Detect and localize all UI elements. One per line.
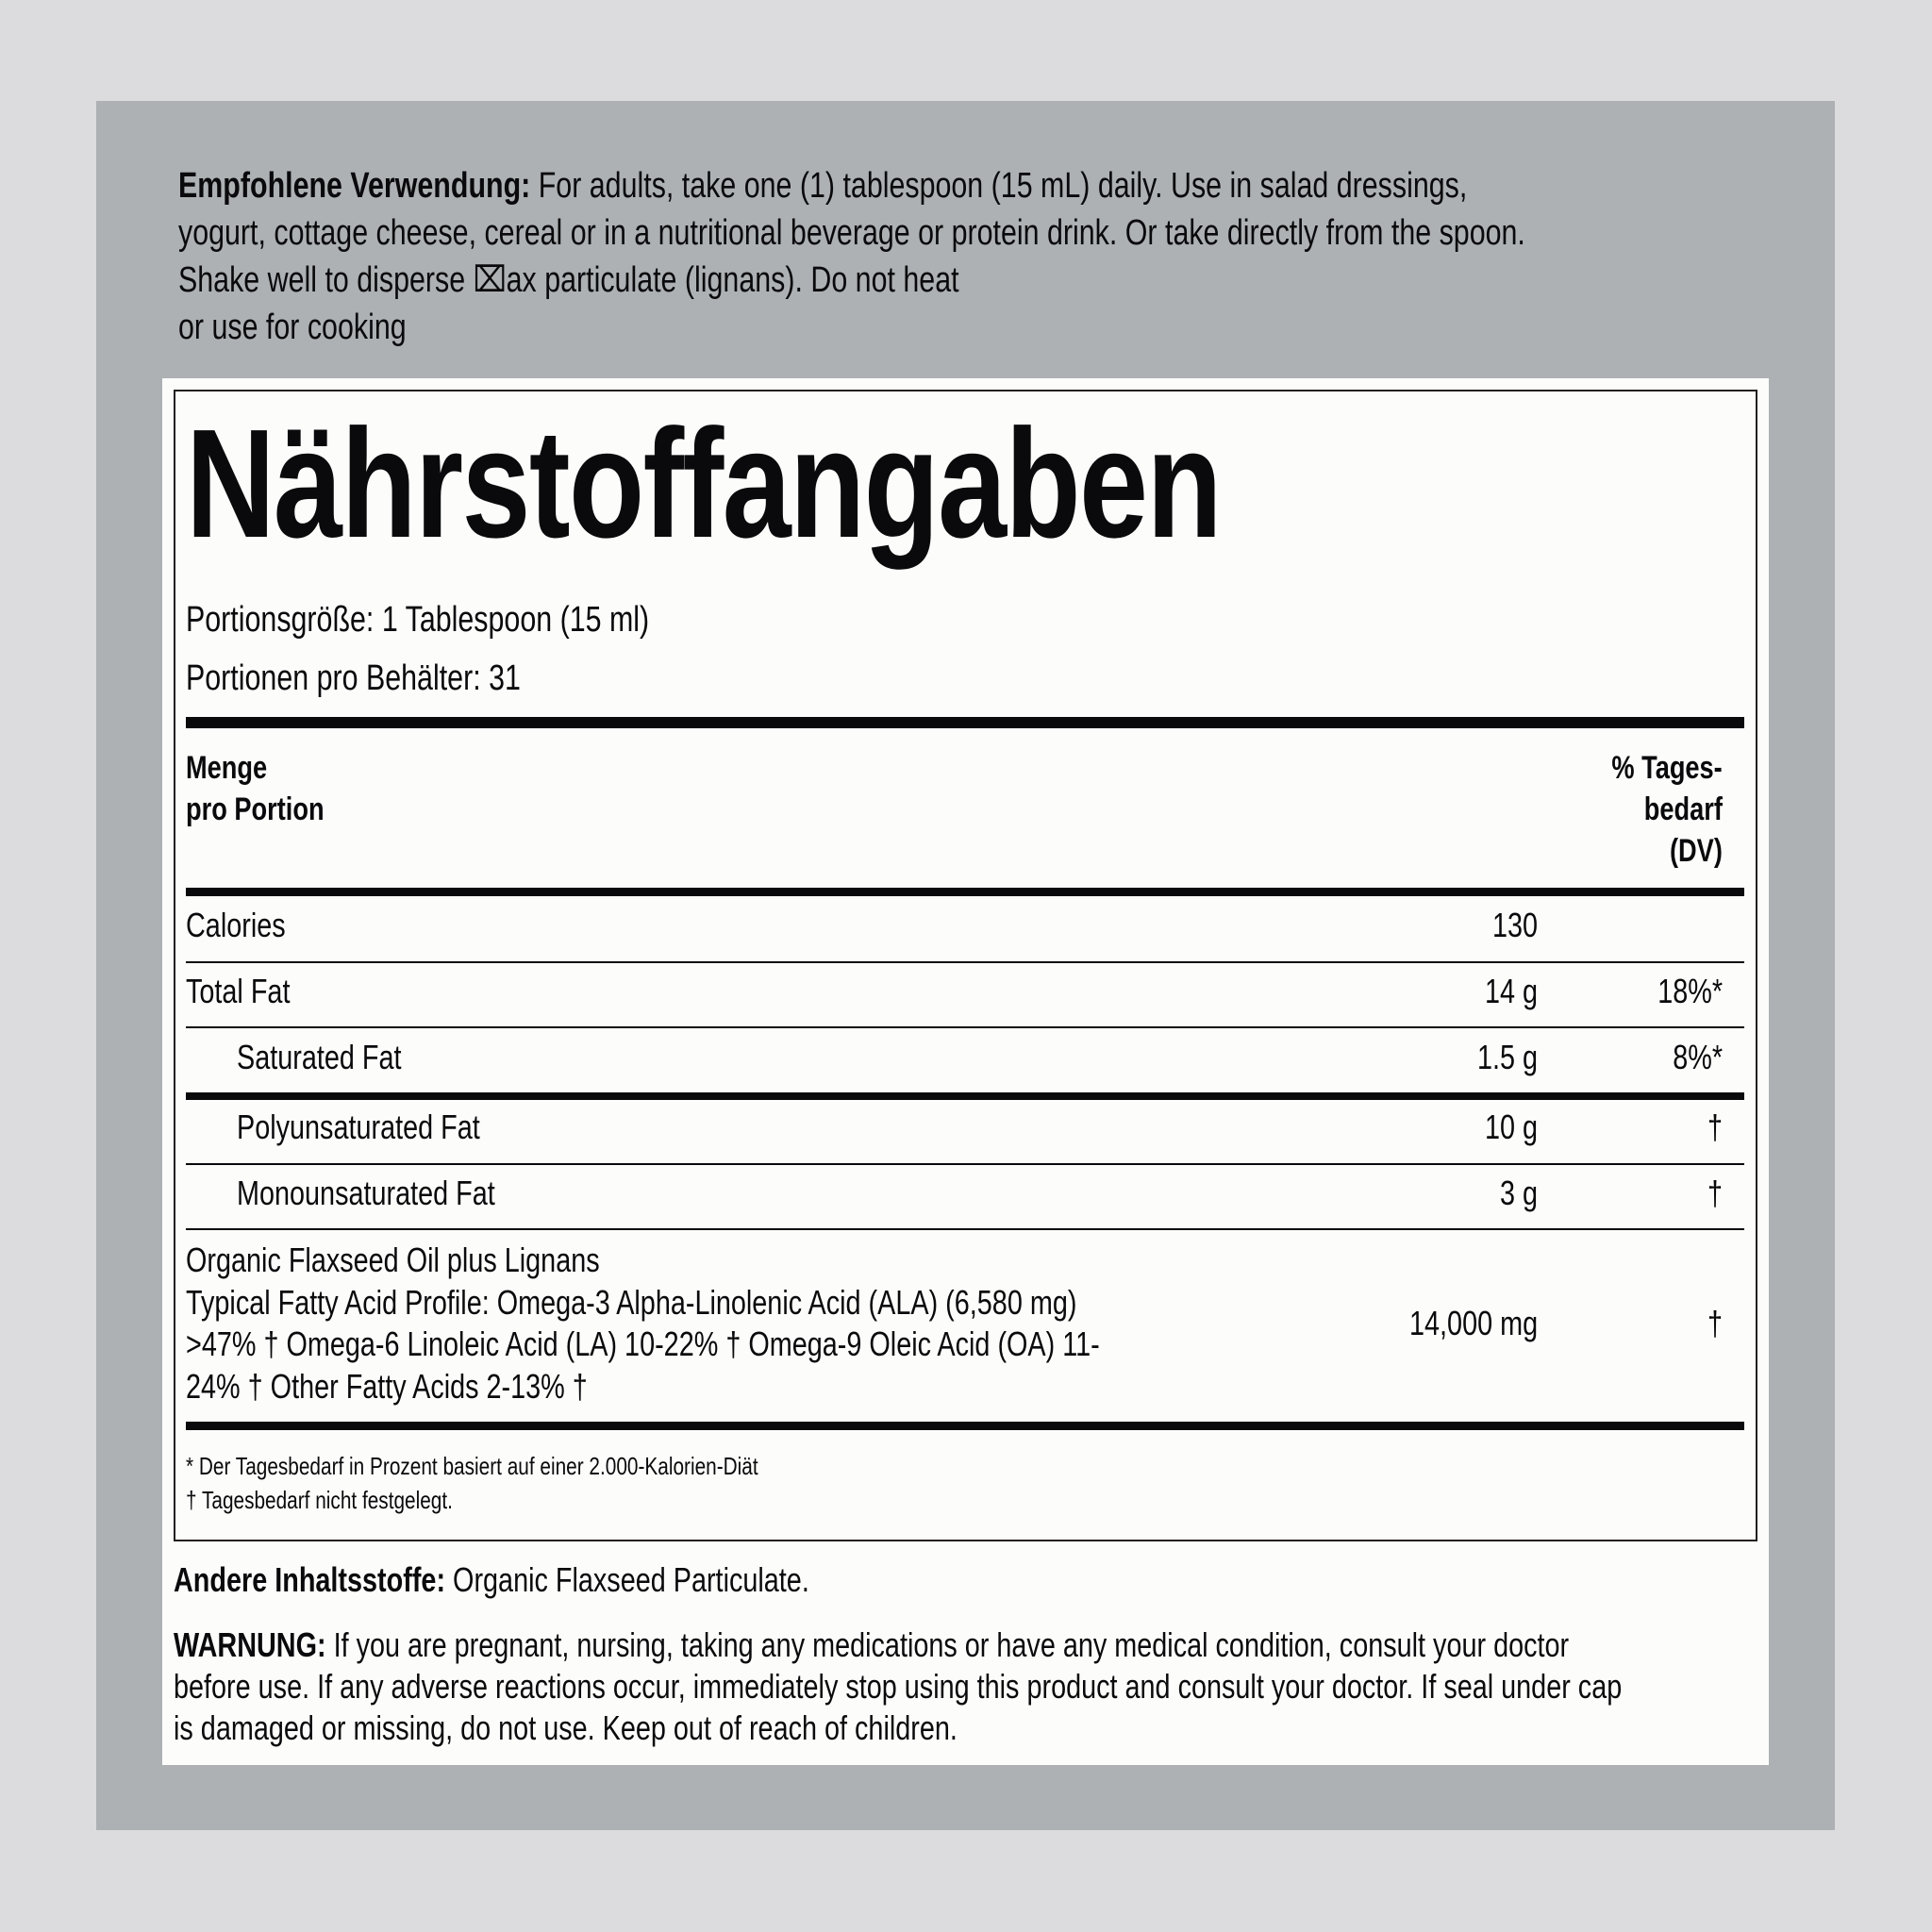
warning-label: WARNUNG: [174, 1625, 326, 1664]
nutrient-amount: 130 [1491, 906, 1538, 944]
thin-divider [186, 961, 1744, 963]
nutrient-dv: † [1707, 1304, 1723, 1342]
footnotes [186, 1449, 901, 1517]
header-text: % Tages- [1611, 750, 1723, 786]
flaxseed-description [186, 1240, 1328, 1407]
nutrient-dv: 8%* [1673, 1038, 1723, 1076]
warning-text: is damaged or missing, do not use. Keep out of reach of children. [174, 1708, 958, 1747]
thin-divider [186, 1163, 1744, 1165]
fatty-acid-profile: >47% † Omega-6 Linoleic Acid (LA) 10-22% † Omega-9 Oleic Acid (OA) 11- [186, 1324, 1100, 1363]
serving-size [186, 599, 765, 641]
recommended-use-text: For adults, take one (1) tablespoon (15 mL) daily. Use in salad dressings, [530, 166, 1468, 206]
nutrient-name: Monounsaturated Fat [237, 1174, 495, 1212]
thin-divider [186, 1026, 1744, 1028]
nutrient-name: Total Fat [186, 972, 291, 1010]
header-text: bedarf [1643, 791, 1723, 827]
recommended-use-text: yogurt, cottage cheese, cereal or in a nutritional beverage or protein drink. Or take directly from the spoon. [178, 213, 1525, 253]
footnote: * Der Tagesbedarf in Prozent basiert auf einer 2.000-Kalorien-Diät [186, 1452, 758, 1480]
nutrient-name: Saturated Fat [237, 1038, 402, 1076]
thick-divider [186, 1092, 1744, 1100]
thin-divider [186, 1228, 1744, 1230]
nutrition-facts-title: Nährstoffangaben [186, 397, 1221, 570]
amount-per-serving-header [186, 747, 358, 830]
footnote: † Tagesbedarf nicht festgelegt. [186, 1486, 453, 1514]
nutrient-name: Polyunsaturated Fat [237, 1108, 480, 1146]
ingredient-name: Organic Flaxseed Oil plus Lignans [186, 1241, 600, 1279]
warning-text: If you are pregnant, nursing, taking any medications or have any medical condition, consult your doctor [325, 1625, 1570, 1664]
fatty-acid-profile: Typical Fatty Acid Profile: Omega-3 Alpha-Linolenic Acid (ALA) (6,580 mg) [186, 1282, 1077, 1322]
nutrient-amount: 1.5 g [1476, 1038, 1538, 1076]
page-title [186, 394, 1479, 574]
recommended-use-text: or use for cooking [178, 308, 407, 347]
nutrient-amount: 3 g [1499, 1174, 1538, 1212]
header-text: pro Portion [186, 791, 325, 827]
thick-divider [186, 888, 1744, 896]
recommended-use-label: Empfohlene Verwendung: [178, 166, 531, 206]
header-text: (DV) [1670, 833, 1723, 869]
recommended-use-text: Shake well to disperse ⌧ax particulate (lignans). Do not heat [178, 260, 959, 300]
nutrient-name: Calories [186, 906, 286, 944]
header-text: Menge [186, 750, 268, 786]
nutrient-dv: 18%* [1657, 972, 1723, 1010]
other-ingredients-label: Andere Inhaltsstoffe: [174, 1560, 446, 1599]
nutrient-dv: † [1707, 1174, 1723, 1212]
recommended-use [178, 162, 1862, 351]
warning-text: before use. If any adverse reactions occur, immediately stop using this product and consult your doctor. If seal under cap [174, 1667, 1623, 1706]
nutrient-amount: 10 g [1484, 1108, 1538, 1146]
thick-divider [186, 1422, 1744, 1430]
servings-per-container-text: Portionen pro Behälter: 31 [186, 658, 521, 698]
fatty-acid-profile: 24% † Other Fatty Acids 2-13% † [186, 1366, 588, 1406]
warning [174, 1624, 1932, 1749]
serving-size-text: Portionsgröße: 1 Tablespoon (15 ml) [186, 600, 650, 640]
other-ingredients-text: Organic Flaxseed Particulate. [445, 1560, 809, 1599]
thick-divider [186, 717, 1744, 728]
daily-value-header [1584, 747, 1723, 872]
servings-per-container [186, 658, 605, 699]
nutrient-dv: † [1707, 1108, 1723, 1146]
other-ingredients [174, 1559, 968, 1601]
nutrient-amount: 14,000 mg [1408, 1304, 1538, 1342]
nutrient-amount: 14 g [1484, 972, 1538, 1010]
